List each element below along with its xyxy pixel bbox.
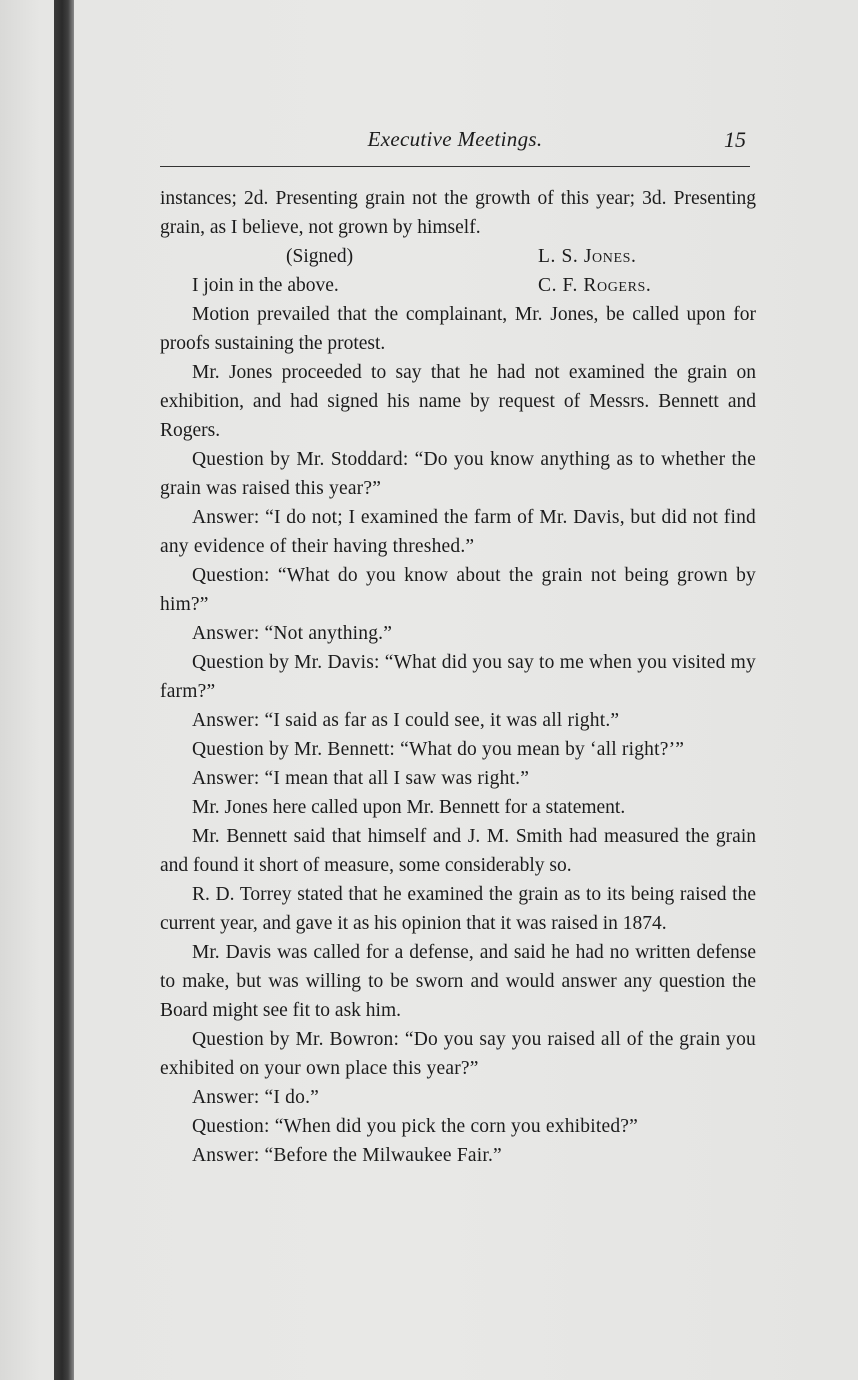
paragraph: Answer: “I do.” (192, 1087, 319, 1108)
paragraph: instances; 2d. Presenting grain not the growth of this year; 3d. Presenting grain, as I believe, not grown by himself. (160, 188, 756, 238)
paragraph: R. D. Torrey stated that he examined the grain as to its being raised the current year, and gave it as his opinion that it was raised in 1874. (160, 884, 756, 934)
paragraph: Mr. Jones here called upon Mr. Bennett for a statement. (192, 797, 626, 818)
running-title: Executive Meetings. (367, 127, 543, 151)
paragraph: Question by Mr. Stoddard: “Do you know anything as to whether the grain was raised this year?” (160, 449, 756, 499)
signature-line (160, 271, 756, 300)
paragraph: Question by Mr. Bowron: “Do you say you raised all of the grain you exhibited on your own place this year?” (160, 1029, 756, 1079)
paragraph: Answer: “Not anything.” (192, 623, 393, 644)
page-number: 15 (724, 127, 746, 152)
binding-edge (54, 0, 74, 1380)
paragraph: Answer: “I said as far as I could see, it was all right.” (192, 710, 620, 731)
paragraph: Question: “What do you know about the grain not being grown by him?” (160, 565, 756, 615)
paragraph: Question by Mr. Davis: “What did you say to me when you visited my farm?” (160, 652, 756, 702)
signature-label: (Signed) (286, 246, 354, 267)
paragraph: Question: “When did you pick the corn you exhibited?” (192, 1116, 638, 1137)
paragraph: Mr. Jones proceeded to say that he had not examined the grain on exhibition, and had signed his name by request of Messrs. Bennett and Rogers. (160, 362, 756, 441)
paragraph: Mr. Davis was called for a defense, and said he had no written defense to make, but was willing to be sworn and would answer any question the Board might see fit to ask him. (160, 942, 756, 1021)
paragraph: Answer: “Before the Milwaukee Fair.” (192, 1145, 502, 1166)
paragraph: Mr. Bennett said that himself and J. M. Smith had measured the grain and found it short of measure, some considerably so. (160, 826, 756, 876)
paragraph: Answer: “I do not; I examined the farm of Mr. Davis, but did not find any evidence of their having threshed.” (160, 507, 756, 557)
signature-name: L. S. Jones. (538, 246, 637, 267)
signature-name: C. F. Rogers. (538, 275, 652, 296)
page-header (160, 127, 750, 157)
header-rule (160, 166, 750, 167)
paragraph: Answer: “I mean that all I saw was right.” (192, 768, 530, 789)
body-text (160, 184, 756, 1170)
paragraph: Motion prevailed that the complainant, Mr. Jones, be called upon for proofs sustaining the protest. (160, 304, 756, 354)
paragraph: Question by Mr. Bennett: “What do you mean by ‘all right?’” (192, 739, 685, 760)
signature-label: I join in the above. (192, 275, 339, 296)
signature-line (160, 242, 756, 271)
